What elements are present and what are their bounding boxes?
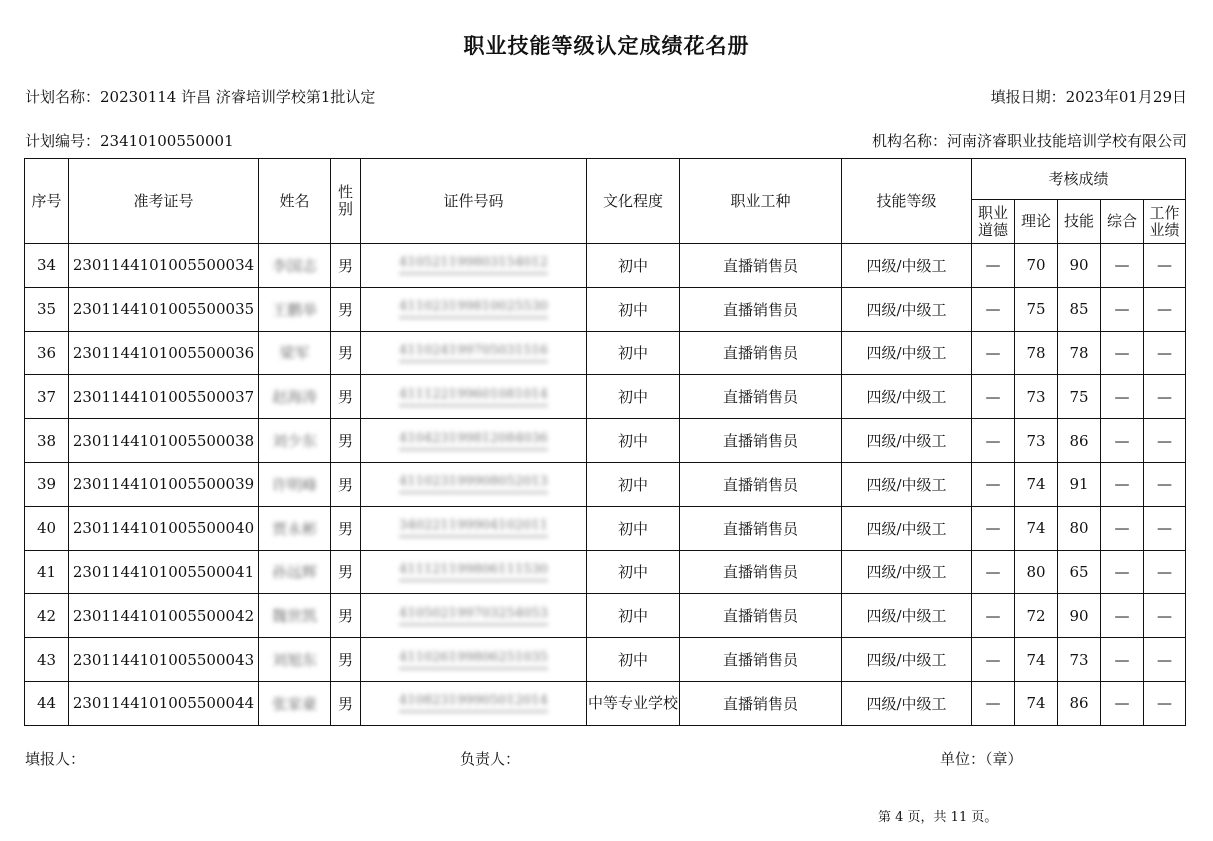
cell-education: 初中 xyxy=(587,375,680,419)
cell-ethics: — xyxy=(972,419,1015,463)
cell-id-number-redacted: 340221199904102011 xyxy=(399,518,548,538)
cell-skill-level: 四级/中级工 xyxy=(842,287,972,331)
cell-skill: 65 xyxy=(1058,550,1101,594)
cell-id-number-redacted: 410521199803154012 xyxy=(399,255,548,275)
cell-id-number-redacted: 410502199703254053 xyxy=(399,606,548,626)
cell-composite: — xyxy=(1101,506,1144,550)
header-theory: 理论 xyxy=(1015,200,1058,244)
cell-education: 初中 xyxy=(587,594,680,638)
table-row xyxy=(25,462,1186,506)
cell-id-number-redacted: 410823199905012014 xyxy=(399,693,548,713)
cell-ethics: — xyxy=(972,462,1015,506)
cell-ethics: — xyxy=(972,638,1015,682)
page-info: 第 4 页，共 11 页。 xyxy=(878,810,998,825)
cell-id-number xyxy=(361,287,587,331)
cell-gender: 男 xyxy=(331,244,361,288)
header-gender: 性别 xyxy=(331,159,361,244)
cell-theory: 74 xyxy=(1015,462,1058,506)
table-row xyxy=(25,506,1186,550)
cell-name xyxy=(259,287,331,331)
responsible-label: 负责人： xyxy=(460,750,521,768)
cell-work: — xyxy=(1144,375,1186,419)
cell-composite: — xyxy=(1101,594,1144,638)
cell-name-redacted: 张家豪 xyxy=(271,694,317,713)
unit-stamp-label: 单位：（章） xyxy=(940,750,1023,768)
cell-theory: 74 xyxy=(1015,681,1058,725)
plan-name: 计划名称：20230114 许昌 济睿培训学校第1批认定 xyxy=(25,88,376,106)
cell-skill: 86 xyxy=(1058,419,1101,463)
document-title: 职业技能等级认定成绩花名册 xyxy=(463,34,750,58)
cell-skill-level: 四级/中级工 xyxy=(842,375,972,419)
cell-work: — xyxy=(1144,594,1186,638)
plan-number: 计划编号：23410100550001 xyxy=(25,132,234,150)
header-seq: 序号 xyxy=(25,159,69,244)
cell-skill: 90 xyxy=(1058,244,1101,288)
cell-occupation: 直播销售员 xyxy=(680,419,842,463)
cell-composite: — xyxy=(1101,287,1144,331)
cell-seq: 37 xyxy=(25,375,69,419)
cell-seq: 43 xyxy=(25,638,69,682)
cell-id-number xyxy=(361,550,587,594)
cell-seq: 39 xyxy=(25,462,69,506)
table-row xyxy=(25,244,1186,288)
cell-skill-level: 四级/中级工 xyxy=(842,594,972,638)
cell-ethics: — xyxy=(972,594,1015,638)
header-ethics: 职业道德 xyxy=(972,200,1015,244)
cell-name-redacted: 孙远辉 xyxy=(271,563,317,582)
cell-id-number-redacted: 411023199810025530 xyxy=(399,299,548,319)
cell-composite: — xyxy=(1101,331,1144,375)
cell-occupation: 直播销售员 xyxy=(680,506,842,550)
cell-name xyxy=(259,419,331,463)
cell-theory: 74 xyxy=(1015,638,1058,682)
cell-composite: — xyxy=(1101,244,1144,288)
cell-work: — xyxy=(1144,506,1186,550)
cell-name-redacted: 梁军 xyxy=(279,344,310,363)
cell-ticket: 2301144101005500040 xyxy=(69,506,259,550)
cell-id-number-redacted: 411024199705031516 xyxy=(399,343,548,363)
cell-skill-level: 四级/中级工 xyxy=(842,506,972,550)
cell-name-redacted: 刘旭东 xyxy=(271,651,317,670)
cell-name xyxy=(259,244,331,288)
cell-id-number-redacted: 411121199806111530 xyxy=(399,562,548,582)
cell-education: 中等专业学校 xyxy=(587,681,680,725)
table-row xyxy=(25,681,1186,725)
cell-seq: 40 xyxy=(25,506,69,550)
cell-composite: — xyxy=(1101,419,1144,463)
cell-theory: 74 xyxy=(1015,506,1058,550)
cell-id-number xyxy=(361,462,587,506)
table-row xyxy=(25,594,1186,638)
cell-ticket: 2301144101005500036 xyxy=(69,331,259,375)
header-skill-level: 技能等级 xyxy=(842,159,972,244)
header-work: 工作业绩 xyxy=(1144,200,1186,244)
cell-name-redacted: 赵海涛 xyxy=(271,388,317,407)
organization-name: 机构名称：河南济睿职业技能培训学校有限公司 xyxy=(871,132,1187,150)
cell-occupation: 直播销售员 xyxy=(680,375,842,419)
cell-ticket: 2301144101005500035 xyxy=(69,287,259,331)
cell-id-number xyxy=(361,594,587,638)
cell-gender: 男 xyxy=(331,419,361,463)
header-id-number: 证件号码 xyxy=(361,159,587,244)
cell-skill: 85 xyxy=(1058,287,1101,331)
cell-ticket: 2301144101005500044 xyxy=(69,681,259,725)
cell-gender: 男 xyxy=(331,506,361,550)
roster-body xyxy=(25,244,1186,726)
table-row xyxy=(25,638,1186,682)
cell-education: 初中 xyxy=(587,506,680,550)
cell-gender: 男 xyxy=(331,681,361,725)
table-row xyxy=(25,287,1186,331)
cell-occupation: 直播销售员 xyxy=(680,681,842,725)
cell-gender: 男 xyxy=(331,331,361,375)
table-row xyxy=(25,331,1186,375)
cell-name-redacted: 李国志 xyxy=(271,256,317,275)
cell-id-number-redacted: 410423199812084036 xyxy=(399,431,548,451)
cell-theory: 73 xyxy=(1015,419,1058,463)
cell-name xyxy=(259,550,331,594)
cell-id-number-redacted: 411026199806251035 xyxy=(399,650,548,670)
header-composite: 综合 xyxy=(1101,200,1144,244)
cell-gender: 男 xyxy=(331,550,361,594)
cell-ethics: — xyxy=(972,550,1015,594)
cell-ticket: 2301144101005500042 xyxy=(69,594,259,638)
cell-gender: 男 xyxy=(331,287,361,331)
header-name: 姓名 xyxy=(259,159,331,244)
cell-work: — xyxy=(1144,462,1186,506)
cell-name xyxy=(259,506,331,550)
cell-skill: 78 xyxy=(1058,331,1101,375)
cell-ethics: — xyxy=(972,375,1015,419)
cell-id-number xyxy=(361,331,587,375)
cell-occupation: 直播销售员 xyxy=(680,331,842,375)
cell-gender: 男 xyxy=(331,638,361,682)
cell-id-number xyxy=(361,681,587,725)
cell-ticket: 2301144101005500039 xyxy=(69,462,259,506)
cell-education: 初中 xyxy=(587,550,680,594)
cell-skill: 80 xyxy=(1058,506,1101,550)
cell-gender: 男 xyxy=(331,594,361,638)
cell-name xyxy=(259,462,331,506)
cell-composite: — xyxy=(1101,638,1144,682)
cell-name xyxy=(259,681,331,725)
cell-occupation: 直播销售员 xyxy=(680,638,842,682)
cell-skill-level: 四级/中级工 xyxy=(842,550,972,594)
cell-seq: 35 xyxy=(25,287,69,331)
cell-work: — xyxy=(1144,287,1186,331)
cell-seq: 44 xyxy=(25,681,69,725)
cell-skill-level: 四级/中级工 xyxy=(842,638,972,682)
cell-gender: 男 xyxy=(331,462,361,506)
cell-education: 初中 xyxy=(587,462,680,506)
cell-education: 初中 xyxy=(587,419,680,463)
cell-skill: 90 xyxy=(1058,594,1101,638)
cell-name-redacted: 魏世凯 xyxy=(271,607,317,626)
cell-composite: — xyxy=(1101,681,1144,725)
cell-id-number xyxy=(361,244,587,288)
header-row-1 xyxy=(25,159,1186,200)
cell-education: 初中 xyxy=(587,331,680,375)
cell-theory: 75 xyxy=(1015,287,1058,331)
cell-skill-level: 四级/中级工 xyxy=(842,331,972,375)
cell-occupation: 直播销售员 xyxy=(680,550,842,594)
cell-name-redacted: 王鹏举 xyxy=(271,300,317,319)
score-roster-table xyxy=(24,158,1186,726)
cell-skill-level: 四级/中级工 xyxy=(842,462,972,506)
cell-work: — xyxy=(1144,331,1186,375)
cell-theory: 72 xyxy=(1015,594,1058,638)
cell-ticket: 2301144101005500038 xyxy=(69,419,259,463)
cell-work: — xyxy=(1144,419,1186,463)
cell-id-number xyxy=(361,506,587,550)
cell-id-number xyxy=(361,419,587,463)
cell-ethics: — xyxy=(972,331,1015,375)
cell-theory: 78 xyxy=(1015,331,1058,375)
cell-education: 初中 xyxy=(587,638,680,682)
cell-id-number xyxy=(361,638,587,682)
cell-seq: 41 xyxy=(25,550,69,594)
cell-ticket: 2301144101005500041 xyxy=(69,550,259,594)
cell-ethics: — xyxy=(972,244,1015,288)
cell-ethics: — xyxy=(972,287,1015,331)
cell-occupation: 直播销售员 xyxy=(680,594,842,638)
fill-date: 填报日期：2023年01月29日 xyxy=(990,88,1187,106)
cell-name xyxy=(259,331,331,375)
header-skill: 技能 xyxy=(1058,200,1101,244)
cell-id-number xyxy=(361,375,587,419)
header-education: 文化程度 xyxy=(587,159,680,244)
table-row xyxy=(25,419,1186,463)
cell-theory: 70 xyxy=(1015,244,1058,288)
cell-seq: 34 xyxy=(25,244,69,288)
header-occupation: 职业工种 xyxy=(680,159,842,244)
cell-ticket: 2301144101005500043 xyxy=(69,638,259,682)
cell-occupation: 直播销售员 xyxy=(680,287,842,331)
cell-education: 初中 xyxy=(587,244,680,288)
cell-ethics: — xyxy=(972,506,1015,550)
cell-theory: 73 xyxy=(1015,375,1058,419)
table-row xyxy=(25,375,1186,419)
cell-skill-level: 四级/中级工 xyxy=(842,681,972,725)
table-row xyxy=(25,550,1186,594)
cell-name-redacted: 贾永彬 xyxy=(271,519,317,538)
cell-name xyxy=(259,594,331,638)
cell-skill-level: 四级/中级工 xyxy=(842,244,972,288)
cell-occupation: 直播销售员 xyxy=(680,244,842,288)
cell-skill-level: 四级/中级工 xyxy=(842,419,972,463)
cell-ticket: 2301144101005500034 xyxy=(69,244,259,288)
cell-theory: 80 xyxy=(1015,550,1058,594)
cell-composite: — xyxy=(1101,462,1144,506)
cell-id-number-redacted: 411023199908052013 xyxy=(399,474,548,494)
filler-label: 填报人： xyxy=(25,750,86,768)
header-scores-group: 考核成绩 xyxy=(972,159,1186,200)
cell-work: — xyxy=(1144,681,1186,725)
cell-seq: 36 xyxy=(25,331,69,375)
cell-gender: 男 xyxy=(331,375,361,419)
cell-name xyxy=(259,375,331,419)
cell-composite: — xyxy=(1101,375,1144,419)
cell-occupation: 直播销售员 xyxy=(680,462,842,506)
cell-work: — xyxy=(1144,244,1186,288)
cell-work: — xyxy=(1144,550,1186,594)
header-ticket: 准考证号 xyxy=(69,159,259,244)
cell-skill: 73 xyxy=(1058,638,1101,682)
cell-work: — xyxy=(1144,638,1186,682)
cell-seq: 42 xyxy=(25,594,69,638)
cell-composite: — xyxy=(1101,550,1144,594)
cell-name-redacted: 刘少东 xyxy=(271,432,317,451)
cell-name xyxy=(259,638,331,682)
cell-id-number-redacted: 411122199601081014 xyxy=(399,387,548,407)
cell-skill: 86 xyxy=(1058,681,1101,725)
cell-skill: 75 xyxy=(1058,375,1101,419)
cell-ticket: 2301144101005500037 xyxy=(69,375,259,419)
cell-ethics: — xyxy=(972,681,1015,725)
cell-name-redacted: 许明峰 xyxy=(271,475,317,494)
cell-seq: 38 xyxy=(25,419,69,463)
cell-skill: 91 xyxy=(1058,462,1101,506)
cell-education: 初中 xyxy=(587,287,680,331)
